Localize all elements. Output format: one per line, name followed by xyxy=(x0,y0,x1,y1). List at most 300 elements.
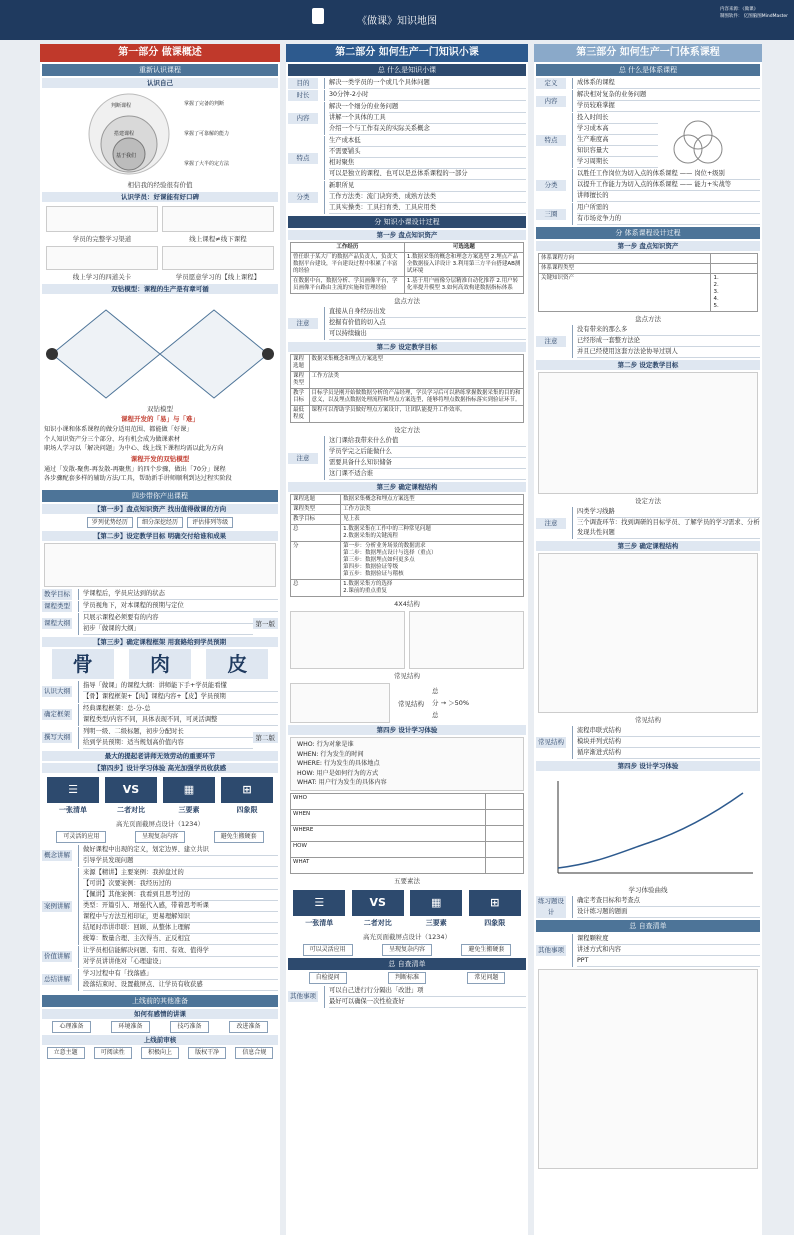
tag-item: 统筹：数量合理、主次得当、正反相宜 xyxy=(83,934,278,945)
method-card xyxy=(469,890,521,928)
table-cell: WHO xyxy=(291,793,486,809)
subsection-title: 认识学员：好课能有好口碑 xyxy=(42,192,278,202)
tag-item: 只展示课程必须要有的内容 xyxy=(83,613,253,624)
w-item: WHEN: 行为发生的时间 xyxy=(297,750,364,758)
section-title: 分 体系课程设计过程 xyxy=(536,227,760,239)
tag-item: 工具实操类：工具扫育类、工具应用类 xyxy=(329,203,526,214)
bone-label: 骨 xyxy=(52,649,114,679)
goal-table-wrap xyxy=(290,354,524,423)
table-cell: 教学目标 xyxy=(291,515,341,525)
w-item: WHAT: 用户行为发生的具体内容 xyxy=(297,779,387,786)
step-title: 第一步 盘点知识资产 xyxy=(288,230,526,240)
caption: 4X4结构 xyxy=(394,600,420,608)
zfz-list xyxy=(432,685,469,721)
venn-diagram xyxy=(44,90,276,178)
column-part3 xyxy=(534,44,762,1235)
figure-cell xyxy=(44,204,160,244)
tag-item: 【可讲】次要案例：我经历过的 xyxy=(83,879,278,890)
quadrant-icon: ⊞ xyxy=(221,777,273,803)
tag-item: 以提升工作能力为切入点的体系课程 —— 能力+实战等 xyxy=(577,180,760,191)
tag-label: 撰写大纲 xyxy=(44,733,70,741)
three-icon: ▦ xyxy=(410,890,462,916)
section-title: 总 自查清单 xyxy=(536,920,760,932)
tag-item: 没有带来的那么多 xyxy=(577,325,760,336)
table-cell: 第五步：数据验证与稽核 xyxy=(343,571,404,577)
tag-label: 特点 xyxy=(288,153,318,164)
subsection-title: 如何有感情的讲课 xyxy=(42,1009,278,1019)
step2-figure xyxy=(44,543,276,587)
table-cell: 1.数据采集方的选择 xyxy=(343,581,393,587)
tag-item: 讲述方式和内容 xyxy=(577,945,760,956)
table-cell: 课程类型 xyxy=(291,505,341,515)
tag-item: 并且已经使用这套方法论协导过别人 xyxy=(577,347,760,358)
pill: 避免生搬硬套 xyxy=(214,831,264,843)
table-cell: 课程类型 xyxy=(291,372,310,389)
pill: 改进准备 xyxy=(229,1021,267,1033)
tag-item: 类型：开篇引入、增强代入感，带着思考听课 xyxy=(83,901,278,912)
tag-item: 相对聚焦 xyxy=(329,158,526,169)
tag-row xyxy=(536,169,760,202)
pill: 积极向上 xyxy=(141,1047,179,1059)
tag-item: 课程类型/内容不同，具体表现不同，可灵活调整 xyxy=(83,715,278,726)
learning-path-figure xyxy=(46,206,158,232)
zfz-item-text: 分 xyxy=(432,699,439,707)
table-cell: 课程可以帮助学员做好埋点方案设计，让团队能提升工作效率。 xyxy=(309,406,523,423)
circle-note: 掌握了可靠解的能力 xyxy=(184,131,230,137)
table-row xyxy=(291,277,524,294)
tag-item: 不需要铺头 xyxy=(329,147,526,158)
learner-figures xyxy=(44,204,276,282)
caption: 常见结构 xyxy=(394,672,420,680)
diamond-right xyxy=(160,310,268,398)
table-cell: 目标学员是刚开始做数据分析的产品经理，学员学习后可以熟练掌握数据采集的目的和意义，以及埋点数据处理流程和埋点方案选型，能够将埋点数据指标落实到验证环节。 xyxy=(309,389,523,406)
pill: 评估排列等级 xyxy=(187,517,233,528)
three-icon: ▦ xyxy=(163,777,215,803)
part2-title: 第二部分 如何生产一门知识小课 xyxy=(286,44,528,62)
table-cell: HOW xyxy=(291,841,486,857)
tag-row xyxy=(536,203,760,225)
table-row xyxy=(291,809,524,825)
table-row xyxy=(291,406,524,423)
table-cell: 课程选题 xyxy=(291,355,310,372)
table-cell: 教学目标 xyxy=(291,389,310,406)
caption: 线上学习的四道关卡 xyxy=(72,273,132,281)
tag-item: 解决一类学员的一个或几个具体问题 xyxy=(329,78,526,89)
checklist-icon: ☰ xyxy=(293,890,345,916)
method-card xyxy=(163,777,215,815)
table-cell: 第四步：数据验证等级 xyxy=(343,564,399,570)
structure-image xyxy=(290,683,390,723)
table-cell: 总 xyxy=(291,580,341,597)
online-offline-figure xyxy=(162,206,274,232)
table-header: 可选选题 xyxy=(404,243,523,253)
caption: 学员愿意学习的【线上课程】 xyxy=(175,273,261,281)
table-cell: 工作方法类 xyxy=(341,505,524,515)
bullet-item: 各步骤配套多样的辅助方法/工具，帮助新手讲师顺利到达过程实阶段 xyxy=(44,475,232,482)
tag-item: 引导学员发现问题 xyxy=(83,856,278,867)
tag-row xyxy=(536,78,760,89)
table-cell: 关键知识资产 xyxy=(539,274,711,312)
tag-item: 可以是独立的课程、也可以是总体系课程的一部分 xyxy=(329,169,526,180)
tag-row xyxy=(536,113,760,168)
goal-table xyxy=(290,354,524,423)
bullet-item: 个人知识资产分三个部分、均有机会成为做课素材 xyxy=(44,435,181,443)
tag-item: 成体系的课程 xyxy=(577,78,760,89)
five-w-wrap xyxy=(290,737,524,874)
tag-label: 注意 xyxy=(288,318,318,329)
tag-item: 课程颗粒度 xyxy=(577,934,760,945)
column-part2 xyxy=(286,44,528,1235)
table-cell: 1.数据采集在工作中的三种常见问题 xyxy=(343,526,431,532)
caption: 学习体验曲线 xyxy=(628,886,668,894)
table-cell: 最低程度 xyxy=(291,406,310,423)
header-bar xyxy=(0,0,794,40)
curve-line xyxy=(558,793,743,868)
tag-row xyxy=(288,90,526,101)
tag-item: 经典课程框架：总-分-总 xyxy=(83,704,278,715)
step-title: 第三步 确定课程结构 xyxy=(536,541,760,551)
tag-label: 注意 xyxy=(536,518,566,529)
credit-source: 内容来源：《做课》 xyxy=(719,7,759,12)
table-cell: 1.基于用户画像分层精准自动化推荐 2.用户转化率提升模型 3.如何高效构建数据指标体系 xyxy=(404,277,523,294)
tag-item: 可以自己进行行分隔出「改进」项 xyxy=(329,986,526,997)
prep-row xyxy=(42,1021,278,1033)
table-cell xyxy=(711,264,758,274)
method-card xyxy=(105,777,157,815)
tag-item: 最好可以确保一次性检查好 xyxy=(329,997,526,1008)
tag-label: 教学目标 xyxy=(44,589,70,598)
table-cell: 曾任职于某大厂的数据产品负责人，负责大数据平台建设，平台建设过程中积累了丰富的经验 xyxy=(291,253,405,277)
table-row xyxy=(539,264,758,274)
table-cell: 课程选题 xyxy=(291,495,341,505)
skin-label: 皮 xyxy=(206,649,268,679)
tag-item: 四类学习线路 xyxy=(577,507,760,518)
tag-label: 课程类型 xyxy=(44,601,70,610)
learning-curve-figure xyxy=(538,773,758,883)
table-header: 工作经历 xyxy=(291,243,405,253)
tag-label: 确定框架 xyxy=(44,710,70,718)
tag-row xyxy=(42,868,278,945)
caption: 五要素法 xyxy=(394,876,420,885)
table-cell: 工作方法类 xyxy=(309,372,523,389)
step-title: 第三步 确定课程结构 xyxy=(288,482,526,492)
tag-row xyxy=(42,681,278,703)
sys-asset-table-wrap xyxy=(538,253,758,312)
caption: 双钻模型 xyxy=(147,405,173,413)
section-title: 四步带你产出课程 xyxy=(42,490,278,502)
header-credits xyxy=(720,6,788,20)
table-row xyxy=(291,525,524,542)
caption: 学员的完整学习渠道 xyxy=(72,235,132,243)
pill: 罗列优势经历 xyxy=(87,517,133,528)
tag-item: 生产成本低 xyxy=(329,136,526,147)
pill: 技巧准备 xyxy=(170,1021,208,1033)
tag-item: 学员视角下，对本课程的预期与定位 xyxy=(83,601,278,612)
tag-item: 以胜任工作岗位为切入点的体系课程 —— 岗位+级别 xyxy=(577,169,760,180)
tag-item: 这门课给我带来什么价值 xyxy=(329,436,526,447)
figure-cell xyxy=(160,204,276,244)
structure-table xyxy=(290,494,524,597)
tag-item: 讲解一个具体的工具 xyxy=(329,113,526,124)
four-methods xyxy=(44,777,276,815)
tag-row xyxy=(42,589,278,600)
end-node xyxy=(262,348,274,360)
tag-row xyxy=(42,704,278,726)
caption: 相信我的经验很有价值 xyxy=(127,181,193,189)
table-cell: 分 xyxy=(291,542,341,580)
tag-label: 练习题设计 xyxy=(538,897,564,916)
credit-tool-label: 制图软件： xyxy=(719,14,743,19)
tag-item: 【佩讲】其他案例：我看到且思考过的 xyxy=(83,890,278,901)
pill: 呈现复杂内容 xyxy=(382,944,432,956)
tag-item: 循序渐进式结构 xyxy=(577,748,760,759)
bullet-item: 职场人学习以「解决问题」为中心、线上线下课程均需以此为方向 xyxy=(44,445,224,452)
tag-label: 分类 xyxy=(288,192,318,203)
pill-row xyxy=(42,831,278,843)
table-cell: 1. 2. 3. 4. 5. xyxy=(711,274,758,312)
pill: 心理准备 xyxy=(52,1021,90,1033)
section-title: 总 什么是体系课程 xyxy=(536,64,760,76)
zfz-item: 分 → ＞50% xyxy=(432,699,470,707)
structure-label: 常见结构 xyxy=(398,699,424,708)
step-title: 第一步 盘点知识资产 xyxy=(536,241,760,251)
table-cell: 体系课程类型 xyxy=(539,264,711,274)
table-cell: 总 xyxy=(291,525,341,542)
version-badge: 第一版 xyxy=(253,618,279,629)
four-gates-figure xyxy=(46,246,158,270)
table-cell: 1.数据采集的概念和理念方案选型 2.埋点产品全数据接入详设计 3.利用第三方平台搭建AB测试环境 xyxy=(404,253,523,277)
double-diamond-figure xyxy=(44,296,276,402)
tag-item: 用户所需的 xyxy=(577,203,760,214)
tag-item: 设计练习题的题面 xyxy=(577,907,760,918)
structure-image xyxy=(409,611,524,669)
w-item: WHERE: 行为发生的具体地点 xyxy=(297,760,380,767)
tag-item: 列明一级、二级标题，初步分配时长 xyxy=(83,727,253,738)
table-cell: 数据采集概念和埋点方案选型 xyxy=(341,495,524,505)
pill: 细分深挖经历 xyxy=(137,517,183,528)
tag-item: 已经形成一套整方法论 xyxy=(577,336,760,347)
five-w-list xyxy=(290,737,524,791)
method-label: 一张清单 xyxy=(59,805,87,814)
caption: 常见结构 xyxy=(635,716,661,724)
structure-table-wrap xyxy=(290,494,524,597)
circle-note: 掌握了完备的判断 xyxy=(184,101,225,107)
method-label: 四象限 xyxy=(236,805,258,814)
tag-row xyxy=(288,78,526,89)
tag-item: 投入时间长 xyxy=(577,113,658,124)
method-card xyxy=(352,890,404,928)
step-title: 【第三步】确定课程框架 用套路给到学员预期 xyxy=(42,637,278,647)
tag-label: 总结讲解 xyxy=(44,975,70,983)
column-part1 xyxy=(40,44,280,1235)
tag-label: 三圈 xyxy=(536,209,566,220)
tag-item: 新职所见 xyxy=(329,181,526,192)
tag-item: 需要具备什么知识储备 xyxy=(329,458,526,469)
table-cell xyxy=(711,254,758,264)
nested-circles-figure xyxy=(44,90,276,178)
tag-item: 结尾时串讲串联：回顾、从整体上理解 xyxy=(83,923,278,934)
table-row xyxy=(291,857,524,873)
step1-pills xyxy=(40,516,280,529)
section-title: 总 自查清单 xyxy=(288,958,526,970)
tag-label: 常见结构 xyxy=(538,738,564,746)
section-title: 上线前的其他准备 xyxy=(42,995,278,1007)
tag-row xyxy=(288,136,526,180)
method-label: 三要素 xyxy=(425,918,447,927)
table-row xyxy=(291,355,524,372)
sys-asset-table xyxy=(538,253,758,312)
quadrant-icon: ⊞ xyxy=(469,890,521,916)
tag-row xyxy=(42,946,278,968)
tag-label: 分类 xyxy=(536,180,566,191)
table-row xyxy=(539,274,758,312)
tag-label: 案例讲解 xyxy=(44,901,70,910)
caption: 高光页面截屏点设计（1234） xyxy=(362,932,452,941)
tag-item: 三个调查环节：找到调研的目标学员、了解学员的学习需求、分析发现共性问题 xyxy=(577,518,760,539)
tag-item: 学习成本高 xyxy=(577,124,658,135)
method-card xyxy=(47,777,99,815)
pill: 常见问题 xyxy=(467,972,505,984)
tag-label: 内容 xyxy=(288,113,318,124)
tag-item: 做好课程中出现的定义，划定边界、建立共识 xyxy=(83,845,278,856)
credit-tool: 亿图脑图MindMaster xyxy=(743,14,788,19)
tag-item: 工作方法类：流门诀窍类、成熟方法类 xyxy=(329,192,526,203)
tag-item: 初步「做课的大纲」 xyxy=(83,624,253,635)
method-label: 二者对比 xyxy=(363,918,392,927)
table-cell: 第一步：分析业务场景的数据需求 xyxy=(343,543,426,549)
step-title: 第四步 设计学习体验 xyxy=(536,761,760,771)
pill: 可灵活的应用 xyxy=(56,831,106,843)
table-row xyxy=(291,542,524,580)
tag-label: 认识大纲 xyxy=(44,687,70,695)
bullet-item: 通过「发散-聚焦-再发散-再聚焦」的四个步骤，做出「70分」课程 xyxy=(44,465,226,473)
step-title: 第二步 设定教学目标 xyxy=(536,360,760,370)
tag-item: 可以持续输出 xyxy=(329,329,526,340)
four-methods xyxy=(290,890,524,928)
tag-row xyxy=(536,896,760,918)
caption: 盘点方法 xyxy=(394,297,420,305)
start-node xyxy=(46,348,58,360)
tag-item: 有市场竞争力的 xyxy=(577,214,760,225)
method-label: 三要素 xyxy=(178,805,200,814)
figure-cell xyxy=(44,244,160,282)
tag-label: 时长 xyxy=(288,90,318,101)
section-title: 分 知识小课设计过程 xyxy=(288,216,526,228)
w-item: WHO: 行为对象是谁 xyxy=(297,741,354,748)
table-row xyxy=(291,389,524,406)
tag-item: 这门课不适合谁 xyxy=(329,469,526,480)
table-row xyxy=(291,253,524,277)
w-item: HOW: 用户是如何行为的方式 xyxy=(297,769,379,777)
method-label: 一张清单 xyxy=(305,918,334,927)
circle-label: 搭建课程 xyxy=(114,131,135,137)
structure-image xyxy=(290,611,405,669)
diamond-left xyxy=(52,310,160,398)
tag-item: 知识容量大 xyxy=(577,146,658,157)
caption: 设定方法 xyxy=(635,497,661,505)
willing-course-figure xyxy=(162,246,274,270)
tag-label: 注意 xyxy=(288,453,318,464)
tag-item: 来源【精讲】主要案例：我掉盘过的 xyxy=(83,868,278,879)
caption: 设定方法 xyxy=(394,426,420,434)
tag-item: PPT xyxy=(577,956,760,967)
method-card xyxy=(221,777,273,815)
table-cell: 第三步：数据埋点如何更多点 xyxy=(343,557,415,563)
tag-label: 内容 xyxy=(536,96,566,107)
method-card xyxy=(410,890,462,928)
table-cell: 在数据中台，数据分析、学员画像平台，学员画像平台路由主流的实施和管理经验 xyxy=(291,277,405,294)
version-badge: 第二版 xyxy=(253,732,279,743)
tag-item: 指导「做课」的课程大纲：讲师能下手+学员能看懂 xyxy=(83,681,278,692)
method-card xyxy=(293,890,345,928)
zfz-item: 总 xyxy=(432,687,439,695)
tag-label: 定义 xyxy=(536,78,566,89)
bullet-item: 知识小课和体系课程的做分适用范围、都能做「好课」 xyxy=(44,426,193,433)
table-row xyxy=(291,825,524,841)
pill: 可以灵活应用 xyxy=(303,944,353,956)
asset-table-wrap xyxy=(290,242,524,294)
subsection-title: 认识自己 xyxy=(42,78,278,88)
part3-title: 第三部分 如何生产一门体系课程 xyxy=(534,44,762,62)
tag-item: 流程串联式结构 xyxy=(577,726,760,737)
pill: 避免生搬硬套 xyxy=(461,944,511,956)
red-heading: 课程开发的「易」与「难」 xyxy=(121,415,199,423)
pill: 环境准备 xyxy=(111,1021,149,1033)
tag-item: 挖掘有价值的切入点 xyxy=(329,318,526,329)
tag-row xyxy=(42,613,278,635)
tag-item: 确定考查目标和考查点 xyxy=(577,896,760,907)
tag-item: 段落结束时、设置截屏点、让学员有收获感 xyxy=(83,980,278,991)
step-title: 【第二步】设定教学目标 明确交付给谁和成果 xyxy=(42,531,278,541)
red-heading: 课程开发的双钻模型 xyxy=(130,454,190,463)
tag-label: 其他事项 xyxy=(538,946,564,954)
zfz-percent: ＞50% xyxy=(448,699,470,707)
page-title: 《做课》知识地图 xyxy=(357,16,437,27)
table-row xyxy=(291,495,524,505)
tag-item: 解决一个细分的业务问题 xyxy=(329,102,526,113)
subsection-title: 双钻模型：课程的生产是有章可循 xyxy=(42,284,278,294)
step-title: 第二步 设定教学目标 xyxy=(288,342,526,352)
tag-row xyxy=(288,436,526,480)
caption: 高光页面截屏点设计（1234） xyxy=(115,819,205,828)
circle-label: 基于我们 xyxy=(116,153,137,159)
tag-item: 模块并列式结构 xyxy=(577,737,760,748)
tag-row xyxy=(42,845,278,867)
tag-item: 学习过程中有「找落感」 xyxy=(83,969,278,980)
step-title: 最大的提起老讲师无效劳动的重要环节 xyxy=(42,751,278,761)
three-circles-figure xyxy=(658,115,748,167)
table-cell: 第二步：数据埋点设计与选择（重点） xyxy=(343,550,437,556)
vs-icon: VS xyxy=(352,890,404,916)
zfz-item: 总 xyxy=(432,711,439,719)
table-row xyxy=(291,793,524,809)
tag-item: 学习周期长 xyxy=(577,157,658,168)
bone-meat-skin xyxy=(44,649,276,679)
table-cell xyxy=(485,825,523,841)
step-title: 【第四步】设计学习体验 高光加强学员收获感 xyxy=(42,763,278,773)
pill: 判断标准 xyxy=(388,972,426,984)
table-cell xyxy=(485,793,523,809)
tag-item: 给到学员预期：适当规划高价值内容 xyxy=(83,738,253,749)
circle-note: 掌握了大半的定方法 xyxy=(184,161,230,167)
pill: 版权干净 xyxy=(188,1047,226,1059)
tag-row xyxy=(288,181,526,214)
tag-item: 30分钟-2小时 xyxy=(329,90,526,101)
tag-row xyxy=(536,726,760,759)
tag-label: 特点 xyxy=(536,135,566,146)
goal-template-figure xyxy=(538,372,758,494)
tag-row xyxy=(42,601,278,612)
